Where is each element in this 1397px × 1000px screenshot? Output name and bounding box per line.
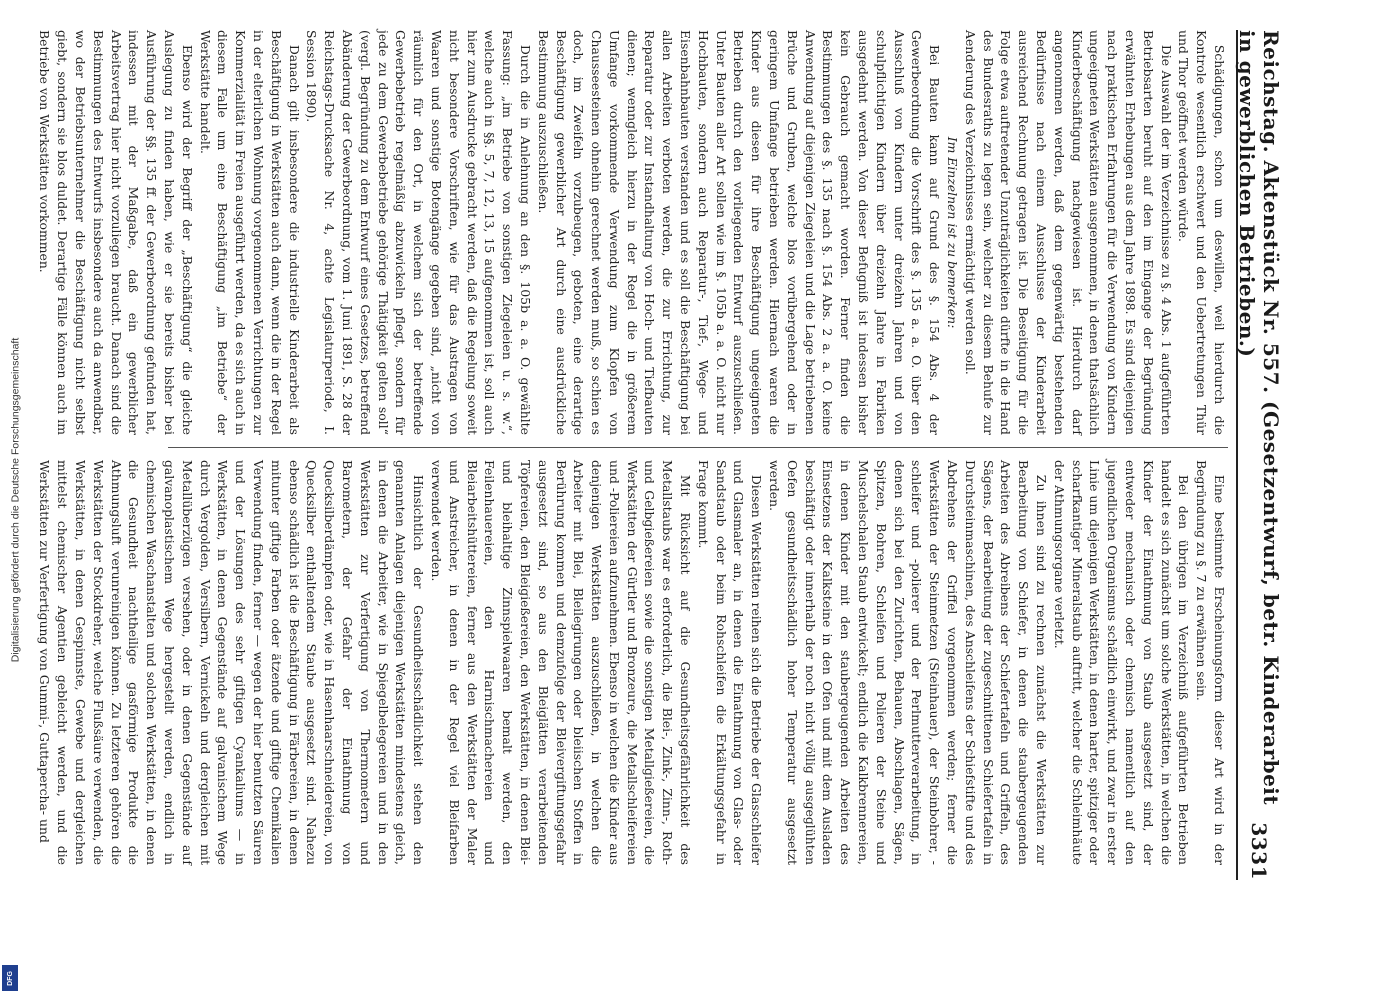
paragraph: Mit Rücksicht auf die Gesundheitsgefährlichkeit des Metallstaubs war es erforderlich, die Blei-, Zink-, Zinn-, Roth- und Gelbgießereien sowie die sonstigen Metallgießereien, die Werkstätten der Gürtler und Bronzeure, die Metallschleifereien und -Poliereien aufzunehmen. Ebenso in welchen die Kinder aus denjenigen Werkstätten auszuschließen, in welchen die Arbeiter mit Blei, Bleilegirungen oder bleiischen Stoffen in Berührung kommen und demzufolge der Bleivergiftungsgefahr ausgesetzt sind, so aus den Bleiglätten verarbeitenden Töpfereien, den Bleigießereien, den Werkstätten, in denen Blei- und bleihaltige Zinnspielwaaren bemalt werden, den Feilenhauereien, den Harnischmachereien und Bleiarbeitshüttereien, ferner aus den Werkstätten der Maler und Anstreicher, in denen in der Regel viel Bleifarben verwendet werden. <box>428 460 694 865</box>
left-text-column <box>37 30 1228 435</box>
column-divider <box>168 447 1228 448</box>
dfg-logo-text: DFG <box>6 970 14 986</box>
running-title: Reichstag. Aktenstück Nr. 557. (Gesetzentwurf, betr. Kinderarbeit in gewerblichen Betrieben.) <box>1235 30 1283 806</box>
paragraph: Bei Bauten kann auf Grund des §. 154 Abs. 4 der Gewerbeordnung die Vorschrift des §. 135 a. a. O. über den Ausschluß von Kindern unter dreizehn Jahren und von schulpflichtigen Kindern über dreizehn Jahre in Fabriken ausgedehnt werden. Von dieser Befugniß ist indessen bisher kein Gebrauch gemacht worden. Ferner finden die Bestimmungen des §. 135 nach §. 154 Abs. 2 a. a. O. keine Anwendung auf diejenigen Ziegeleien und die Lage betriebenen Brüche und Gruben, welche blos vorübergehend oder in geringem Umfange betrieben werden. Hiernach waren die Kinder aus diesen für ihre Beschäftigung ungeeigneten Betrieben durch den vorliegenden Entwurf auszuschließen. Unter Bauten aller Art sollen wie im §. 105b a. a. O. nicht nur Hochbauten, sondern auch Reparatur-, Tief-, Wege- und Eisenbahnbauten verstanden und es soll die Beschäftigung bei allen Arbeiten verboten werden, die zur Errichtung, zur Reparatur oder zur Instandhaltung von Hoch- und Tiefbauten dienen; wenngleich hierzu in der Regel die in größerem Umfange vorkommende Verwendung zum Klopfen von Chausseesteinen ohnehin gerechnet werden muß, so schien es doch, im Zweifeln vorzubeugen, geboten, eine derartige Beschäftigung gewerblicher Art durch eine ausdrückliche Bestimmung auszuschließen. <box>535 30 943 435</box>
dfg-logo <box>2 965 18 991</box>
paragraph: Bei den übrigen im Verzeichniß aufgeführten Betrieben handelt es sich zunächst um solche Werkstätten, in welchen die Kinder der Einathmung von Staub ausgesetzt sind, der entweder mechanisch oder chemisch namentlich auf den jugendlichen Organismus schädlich einwirkt, und zwar in erster Linie um diejenigen Werkstätten, in denen harter, spitziger oder scharfkantiger Mineralstaub auftritt, welcher die Schleimhäute der Athmungsorgane verletzt. <box>1051 460 1192 865</box>
paragraph: Zu ihnen sind zu rechnen zunächst die Werkstätten zur Bearbeitung von Schiefer, in denen die staubergeugenden Arbeiten des Abreibens der Schiefertafeln und Griffeln, des Sägens, der Bearbeitung der zugeschnittenen Schiefertafeln in Durchsteinmaschinen, des Anschleifens der Schiefstifte und des Abdrehens der Griffel vorgenommen werden; ferner die Werkstätten der Steinmetzen (Steinhauer), der Steinbohrer, -schleifer und -polierer und der Perlmutterverarbeitung, in denen sich bei den Zurichten, Behauen, Abschlagen, Sägen, Spitzen, Bohren, Schleifen und Polieren der Steine und Muschelschalen Staub entwickelt; endlich die Kalkbrennereien, in denen Kinder mit den staubergeugenden Arbeiten des Einsetzens der Kalksteine in den Ofen und mit dem Ausladen beschäftigt oder innerhalb der noch nicht völlig ausgeglühten Oefen gesundheitsschädlich hoher Temperatur ausgesetzt werden. <box>767 460 1050 865</box>
page-inner <box>37 0 1300 900</box>
rotated-page-content <box>37 0 1300 900</box>
credit-text: Digitalisierung gefördert durch die Deutsche Forschungsgemeinschaft <box>9 337 22 663</box>
paragraph: Eine bestimmte Erscheinungsform dieser Art wird in der Begründung zu §. 7 zu erwähnen sein. <box>1194 460 1227 865</box>
paragraph: Danach gilt insbesondere die industrielle Kinderarbeit als Beschäftigung in Werkstätten auch dann, wenn die in der Regel in der elterlichen Wohnung vorgenommenen Verrichtungen zur Kommerzialität im Freien ausgeführt werden, da es sich auch in diesem Falle um eine Beschäftigung „im Betriebe“ der Werkstätte handelt. <box>197 30 302 435</box>
paragraph: Schädigungen, schon um deswillen, weil hierdurch die Kontrole wesentlich erschwert und den Uebertretungen Thür und Thor geöffnet werden würde. <box>1176 30 1227 435</box>
running-header <box>1235 30 1283 880</box>
paragraph: Die Auswahl der im Verzeichnisse zu §. 4 Abs. 1 aufgeführten Betriebsarten beruht auf den im Eingange der Begründung erwähnten Erhebungen aus dem Jahre 1898. Es sind diejenigen nach praktischen Erfahrungen für die Verwendung von Kindern ungeeigneten Werkstätten ausgenommen, in denen thatsächlich Kinderbeschäftigung nachgewiesen ist. Hierdurch darf angenommen werden, daß dem gegenwärtig bestehenden Bedürfnisse nach einem Ausschlusse der Kinderarbeit ausreichend Rechnung getragen ist. Die Beseitigung für die Folge etwa auftretender Unzuträglichkeiten dürfte in die Hand des Bundesraths zu legen sein, welcher zu diesem Behufe zur Aenderung des Verzeichnisses ermächtigt werden soll. <box>962 30 1174 435</box>
digitization-credit <box>6 10 24 990</box>
page-number: 3331 <box>1247 822 1271 880</box>
section-intro: Im Einzelnen ist zu bemerken: <box>945 136 961 329</box>
right-text-column <box>37 460 1228 865</box>
paragraph: Durch die in Anlehnung an den §. 105b a. a. O. gewählte Fassung: „im Betriebe von sonstigen Ziegeleien u. s. w.“, welche auch in §§. 5, 7, 12, 13, 15 aufgenommen ist, soll auch hier zum Ausdrucke gebracht werden, daß die Regelung soweit nicht besondere Vorschriften, wie für das Austragen von Waaren und sonstige Botengänge gegeben sind, „nicht von räumlich für den Ort, in welchem sich der betreffende Gewerbebetrieb regelmäßig abzuwickeln pflegt, sondern für jede zu dem Gewerbebetriebe gehörige Thätigkeit gelten soll“ (vergl. Begründung zu dem Entwurf eines Gesetzes, betreffend Abänderung der Gewerbeordnung, vom 1. Juni 1891, S. 28 der Reichstags-Drucksache Nr. 4, achte Legislaturperiode, I. Session 1890). <box>304 30 533 435</box>
paragraph: Diesen Werkstätten reihen sich die Betriebe der Glasschleifer und Glasmaler an, in denen die Einathmung von Glas- oder Sandstaub oder beim Rohschleifen die Erkältungsgefahr in Frage kommt. <box>695 460 765 865</box>
paragraph: Hinsichtlich der Gesundheitsschädlichkeit stehen den genannten Anlagen diejenigen Werkstätten mindestens gleich, in denen die Arbeiter, wie in Spiegelbelegereien und in den Werkstätten zur Verfertigung von Thermometern und Barometern, der Gefahr der Einathmung von Quecksilberdämpfen oder, wie in Hasenhaarschneidereien, von Quecksilber enthaltendem Staube ausgesetzt sind. Nahezu ebenso schädlich ist die Beschäftigung in Färbereien, in denen mitunter giftige Farben oder ätzende und giftige Chemikalien Verwendung finden, ferner — wegen der hier benutzten Säuren und der Lösungen des sehr giftigen Cyankaliums — in Werkstätten, in denen Gegenstände auf galvanischem Wege durch Vergolden, Versilbern, Vernickeln und dergleichen mit Metallüberzügen versehen, oder in denen Gegenstände auf galvanoplastischem Wege hergestellt werden, endlich in chemischen Waschanstalten und solchen Werkstätten, in denen die Gesundheit nachtheilige gasförmige Produkte die Athmungsluft verunreinigen können. Zu letzteren gehören die Werkstätten der Stockdreher, welche Flußsäure verwenden, die Werkstätten, in denen Gespinnste, Gewebe und dergleichen mittelst chemischer Agentien gebleicht werden, und die Werkstätten zur Verfertigung von Gummi-, Guttapercha- und <box>37 460 427 865</box>
paragraph: Ebenso wird der Begriff der „Beschäftigung“ die gleiche Auslegung zu finden haben, wie er sie bereits bisher bei Ausführung der §§. 135 ff. der Gewerbeordnung gefunden hat, indessen mit der Maßgabe, daß ein gewerblicher Arbeitsvertrag hier nicht vorzuliegen braucht. Danach sind die Bestimmungen des Entwurfs insbesondere auch da anwendbar, wo der Betriebsunternehmer die Beschäftigung nicht selbst giebt, sondern sie blos duldet. Derartige Fälle können auch im Betriebe von Werkstätten vorkommen. <box>37 30 195 435</box>
